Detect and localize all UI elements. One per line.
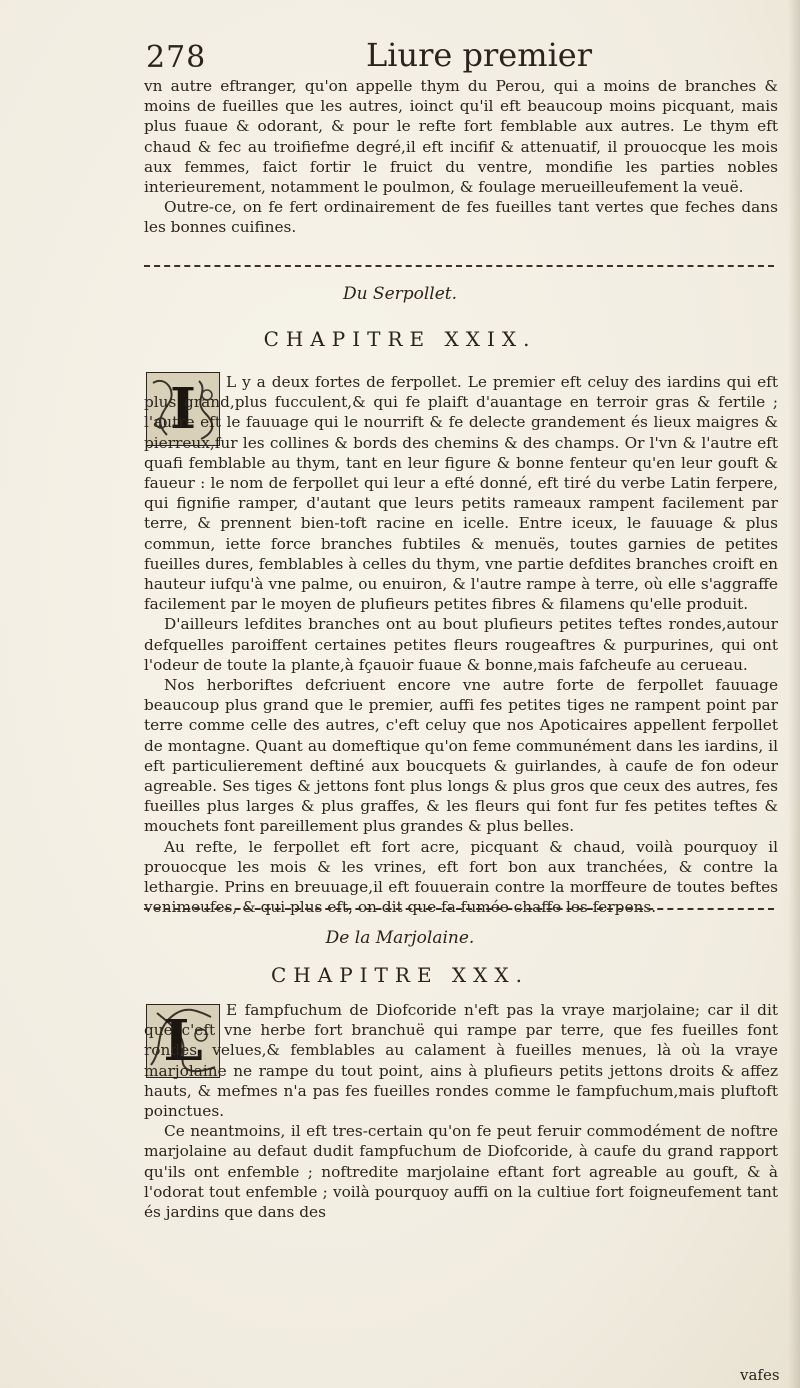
body-paragraph: D'ailleurs lefdites branches ont au bout plufieurs petites teftes rondes,autour defquelles paroiffent certaines petites fleurs rougeaftres & purpurines, qui ont l'odeur de toute la plante,à fçauoir fuaue & bonne,mais fafcheufe au cerueau. [144,615,778,674]
section-subtitle: De la Marjolaine. [325,928,475,948]
body-paragraph: Ce neantmoins, il eft tres-certain qu'on fe peut feruir commodément de noftre marjolaine au defaut dudit fampfuchum de Diofcoride, à caufe du grand rapport qu'ils ont enfemble ; noftredite marjolaine eftant fort agreable au gouft, & à l'odorat tout enfemble ; voilà pourquoy auffi on la cultiue fort foigneufement tant és jardins que dans des [144,1122,778,1222]
body-paragraph: L y a deux fortes de ferpollet. Le premier eft celuy des iardins qui eft plus grand,plus fucculent,& qui fe plaift d'auantage en terroir gras & fertile ; l'autre eft le fauuage qui le nourrift & fe delecte grandement és lieux maigres & pierreux,fur les collines & bords des chemins & des champs. Or l'vn & l'autre eft quafi femblable au thym, tant en leur figure & bonne fenteur qu'en leur gouft & faueur : le nom de ferpollet qui leur a efté donné, eft tiré du verbe Latin ferpere, qui fignifie ramper, d'autant que leurs petits rameaux rampent facilement par terre, & prennent bien-toft racine en icelle. Entre iceux, le fauuage & plus commun, iette force branches fubtiles & menuës, toutes garnies de petites fueilles dures, femblables à celles du thym, vne partie defdites branches croift en hauteur iufqu'à vne palme, ou enuiron, & l'autre rampe à terre, où elle s'aggraffe facilement par le moyen de plufieurs petites fibres & filamens qu'elle produit. [144,373,778,614]
chapter-heading: CHAPITRE XXX. [271,963,529,987]
page-number: 278 [146,40,207,75]
chapter-heading: CHAPITRE XXIX. [263,327,537,351]
page-edge-shadow [788,0,800,1388]
catchword: vafes [740,1366,780,1384]
initial-letter: I [169,376,197,442]
body-paragraph: Au refte, le ferpollet eft fort acre, picquant & chaud, voilà pourquoy il prouocque les mois & les vrines, eft fort bon aux tranchées, & contre la lethargie. Prins en breuuage,il eft fouuerain contre la morffeure de toutes beftes venimeufes, & qui plus eft, on dit que fa fumée chaffe les ferpens. [144,837,778,917]
body-paragraph: E fampfuchum de Diofcoride n'eft pas la vraye marjolaine; car il dit que c'eft vne herbe fort branchuë qui rampe par terre, que fes fueilles font rondes, velues,& femblables au calament à fueilles menues, là où la vraye marjolaine ne rampe du tout point, ains à plufieurs petits jettons droits & affez hauts, & mefmes n'a pas fes fueilles rondes comme le fampfuchum,mais pluftoft poinctues. [144,1001,778,1121]
intro-paragraph: Outre-ce, on fe fert ordinairement de fes fueilles tant vertes que feches dans les bonnes cuifines. [144,198,778,237]
section-subtitle: Du Serpollet. [342,284,458,304]
initial-letter: L [163,1008,203,1074]
chapter-29-text [144,372,778,917]
body-paragraph: Nos herboriftes defcriuent encore vne autre forte de ferpollet fauuage beaucoup plus grand que le premier, auffi fes petites tiges ne rampent point par terre comme celle des autres, c'eft celuy que nos Apoticaires appellent ferpollet de montagne. Quant au domeftique qu'on feme communément dans les iardins, il eft particulierement deftiné aux boucquets & guirlandes, à caufe de fon odeur agreable. Ses tiges & jettons font plus longs & plus gros que ceux des autres, fes fueilles plus larges & plus graffes, & les fleurs qui font fur fes petites teftes & mouchets font pareillement plus grandes & plus belles. [144,676,778,836]
section-divider [144,908,774,910]
running-title: Liure premier [366,36,593,74]
chapter-30-text [144,1000,778,1222]
section-divider [144,265,774,267]
intro-text [144,76,778,238]
intro-paragraph: vn autre eftranger, qu'on appelle thym du Perou, qui a moins de branches & moins de fueilles que les autres, ioinct qu'il eft beaucoup moins picquant, mais plus fuaue & odorant, & pour le refte fort femblable aux autres. Le thym eft chaud & fec au troifiefme degré,il eft incifif & attenuatif, il prouocque les mois aux femmes, faict fortir le fruict du ventre, mondifie les parties nobles interieurement, notamment le poulmon, & foulage merueilleufement la veuë. [144,77,778,197]
